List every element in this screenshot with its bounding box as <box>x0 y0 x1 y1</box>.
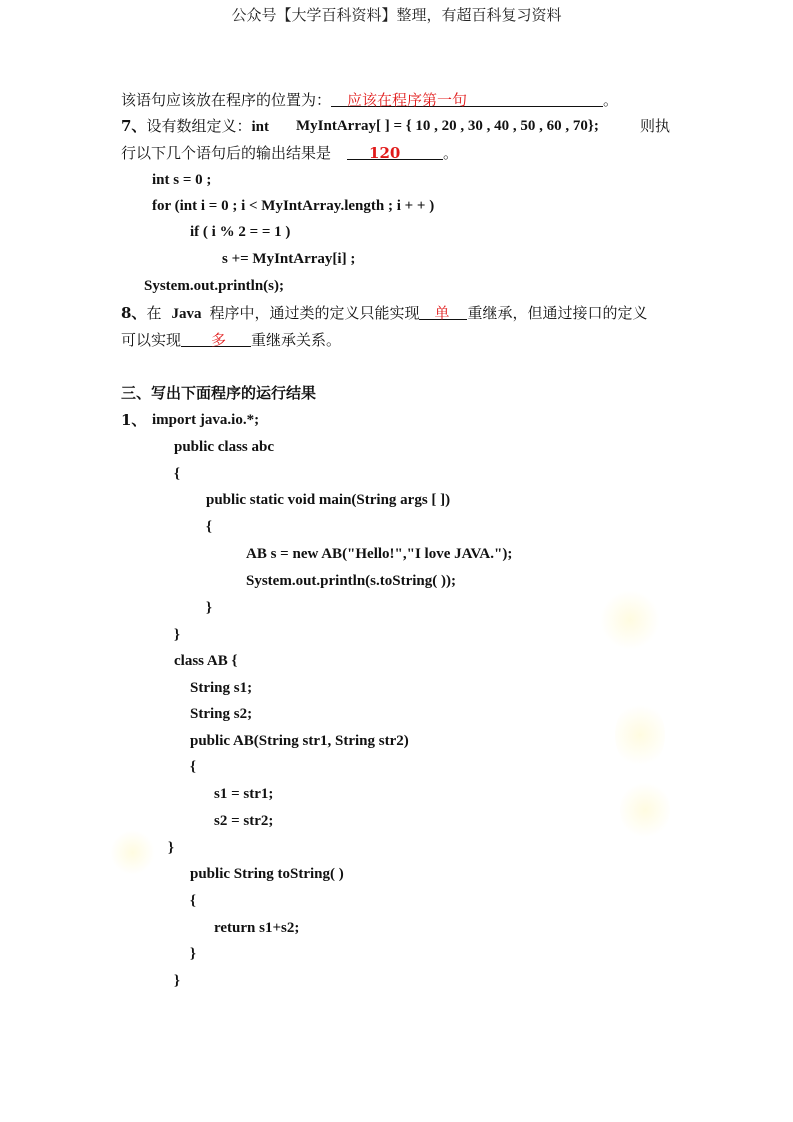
q7-code-line: int s = 0 ; <box>152 172 212 188</box>
q8-answer2: 多 <box>211 331 227 349</box>
q7-code-line: s += MyIntArray[i] ; <box>222 251 356 267</box>
q6-prefix: 该语句应该放在程序的位置为： <box>121 91 332 109</box>
q8-line1 <box>121 303 647 324</box>
q7-answer-blank <box>347 143 443 160</box>
q8-answer2-blank <box>181 330 251 347</box>
q8-answer1-blank <box>419 303 467 320</box>
q7-number: 7、 <box>121 117 147 135</box>
q8-answer1: 单 <box>434 304 450 322</box>
program-line: String s2; <box>190 706 253 722</box>
paper-stain <box>110 830 155 875</box>
program-line: } <box>190 946 196 962</box>
program-line: import java.io.*; <box>152 412 260 428</box>
q7-answer: 120 <box>369 144 401 162</box>
program-line: public String toString( ) <box>190 866 344 882</box>
program-line: class AB { <box>174 653 238 669</box>
program-line: } <box>174 973 180 989</box>
q6-answer-blank <box>331 90 603 107</box>
q8-text1c: 重继承，但通过接口的定义 <box>467 304 648 322</box>
q8-text2a: 可以实现 <box>121 331 182 349</box>
q8-number: 8、 <box>121 304 147 322</box>
program-line: { <box>174 466 180 482</box>
q7-line2-text: 行以下几个语句后的输出结果是 <box>121 144 332 162</box>
section3-title: 三、写出下面程序的运行结果 <box>121 384 317 402</box>
program-line: System.out.println(s.toString( )); <box>246 573 456 589</box>
q6-suffix: 。 <box>603 91 619 109</box>
program-line: s2 = str2; <box>214 813 274 829</box>
program-line: public static void main(String args [ ]) <box>206 492 451 508</box>
section3-item-number: 1、 <box>121 411 147 429</box>
paper-stain <box>620 780 670 840</box>
page-header: 公众号【大学百科资料】整理，有超百科复习资料 <box>231 6 562 24</box>
program-line: } <box>174 627 180 643</box>
program-line: { <box>190 759 196 775</box>
q8-text1a: 在 <box>146 304 162 322</box>
program-line: AB s = new AB("Hello!","I love JAVA."); <box>246 546 513 562</box>
program-line: { <box>206 519 212 535</box>
paper-stain <box>600 590 660 650</box>
program-line: String s1; <box>190 680 253 696</box>
q7-line1 <box>121 116 269 137</box>
q7-code-line: System.out.println(s); <box>144 278 285 294</box>
q7-then: 则执 <box>640 117 671 135</box>
q7-suffix: 。 <box>443 144 459 162</box>
q7-code-line: if ( i % 2 = = 1 ) <box>190 224 291 240</box>
q6-line <box>121 90 618 110</box>
program-line: public AB(String str1, String str2) <box>190 733 409 749</box>
q8-text2b: 重继承关系。 <box>251 331 342 349</box>
q7-line2 <box>121 143 458 163</box>
paper-stain <box>615 700 665 770</box>
q8-java: Java <box>171 306 202 322</box>
program-line: } <box>206 600 212 616</box>
program-line: } <box>168 840 174 856</box>
q8-text1b: 程序中，通过类的定义只能实现 <box>209 304 420 322</box>
q7-decl-rest: MyIntArray[ ] = { 10 , 20 , 30 , 40 , 50 , 60 , 70}; <box>296 118 599 134</box>
program-line: s1 = str1; <box>214 786 274 802</box>
q7-code-line: for (int i = 0 ; i < MyIntArray.length ; i + + ) <box>152 198 435 214</box>
q6-answer: 应该在程序第一句 <box>347 91 468 109</box>
program-line: public class abc <box>174 439 275 455</box>
q7-decl-type: int <box>251 119 269 135</box>
q7-label: 设有数组定义： <box>146 117 252 135</box>
program-line: { <box>190 893 196 909</box>
program-line: return s1+s2; <box>214 920 300 936</box>
q8-line2 <box>121 330 341 350</box>
